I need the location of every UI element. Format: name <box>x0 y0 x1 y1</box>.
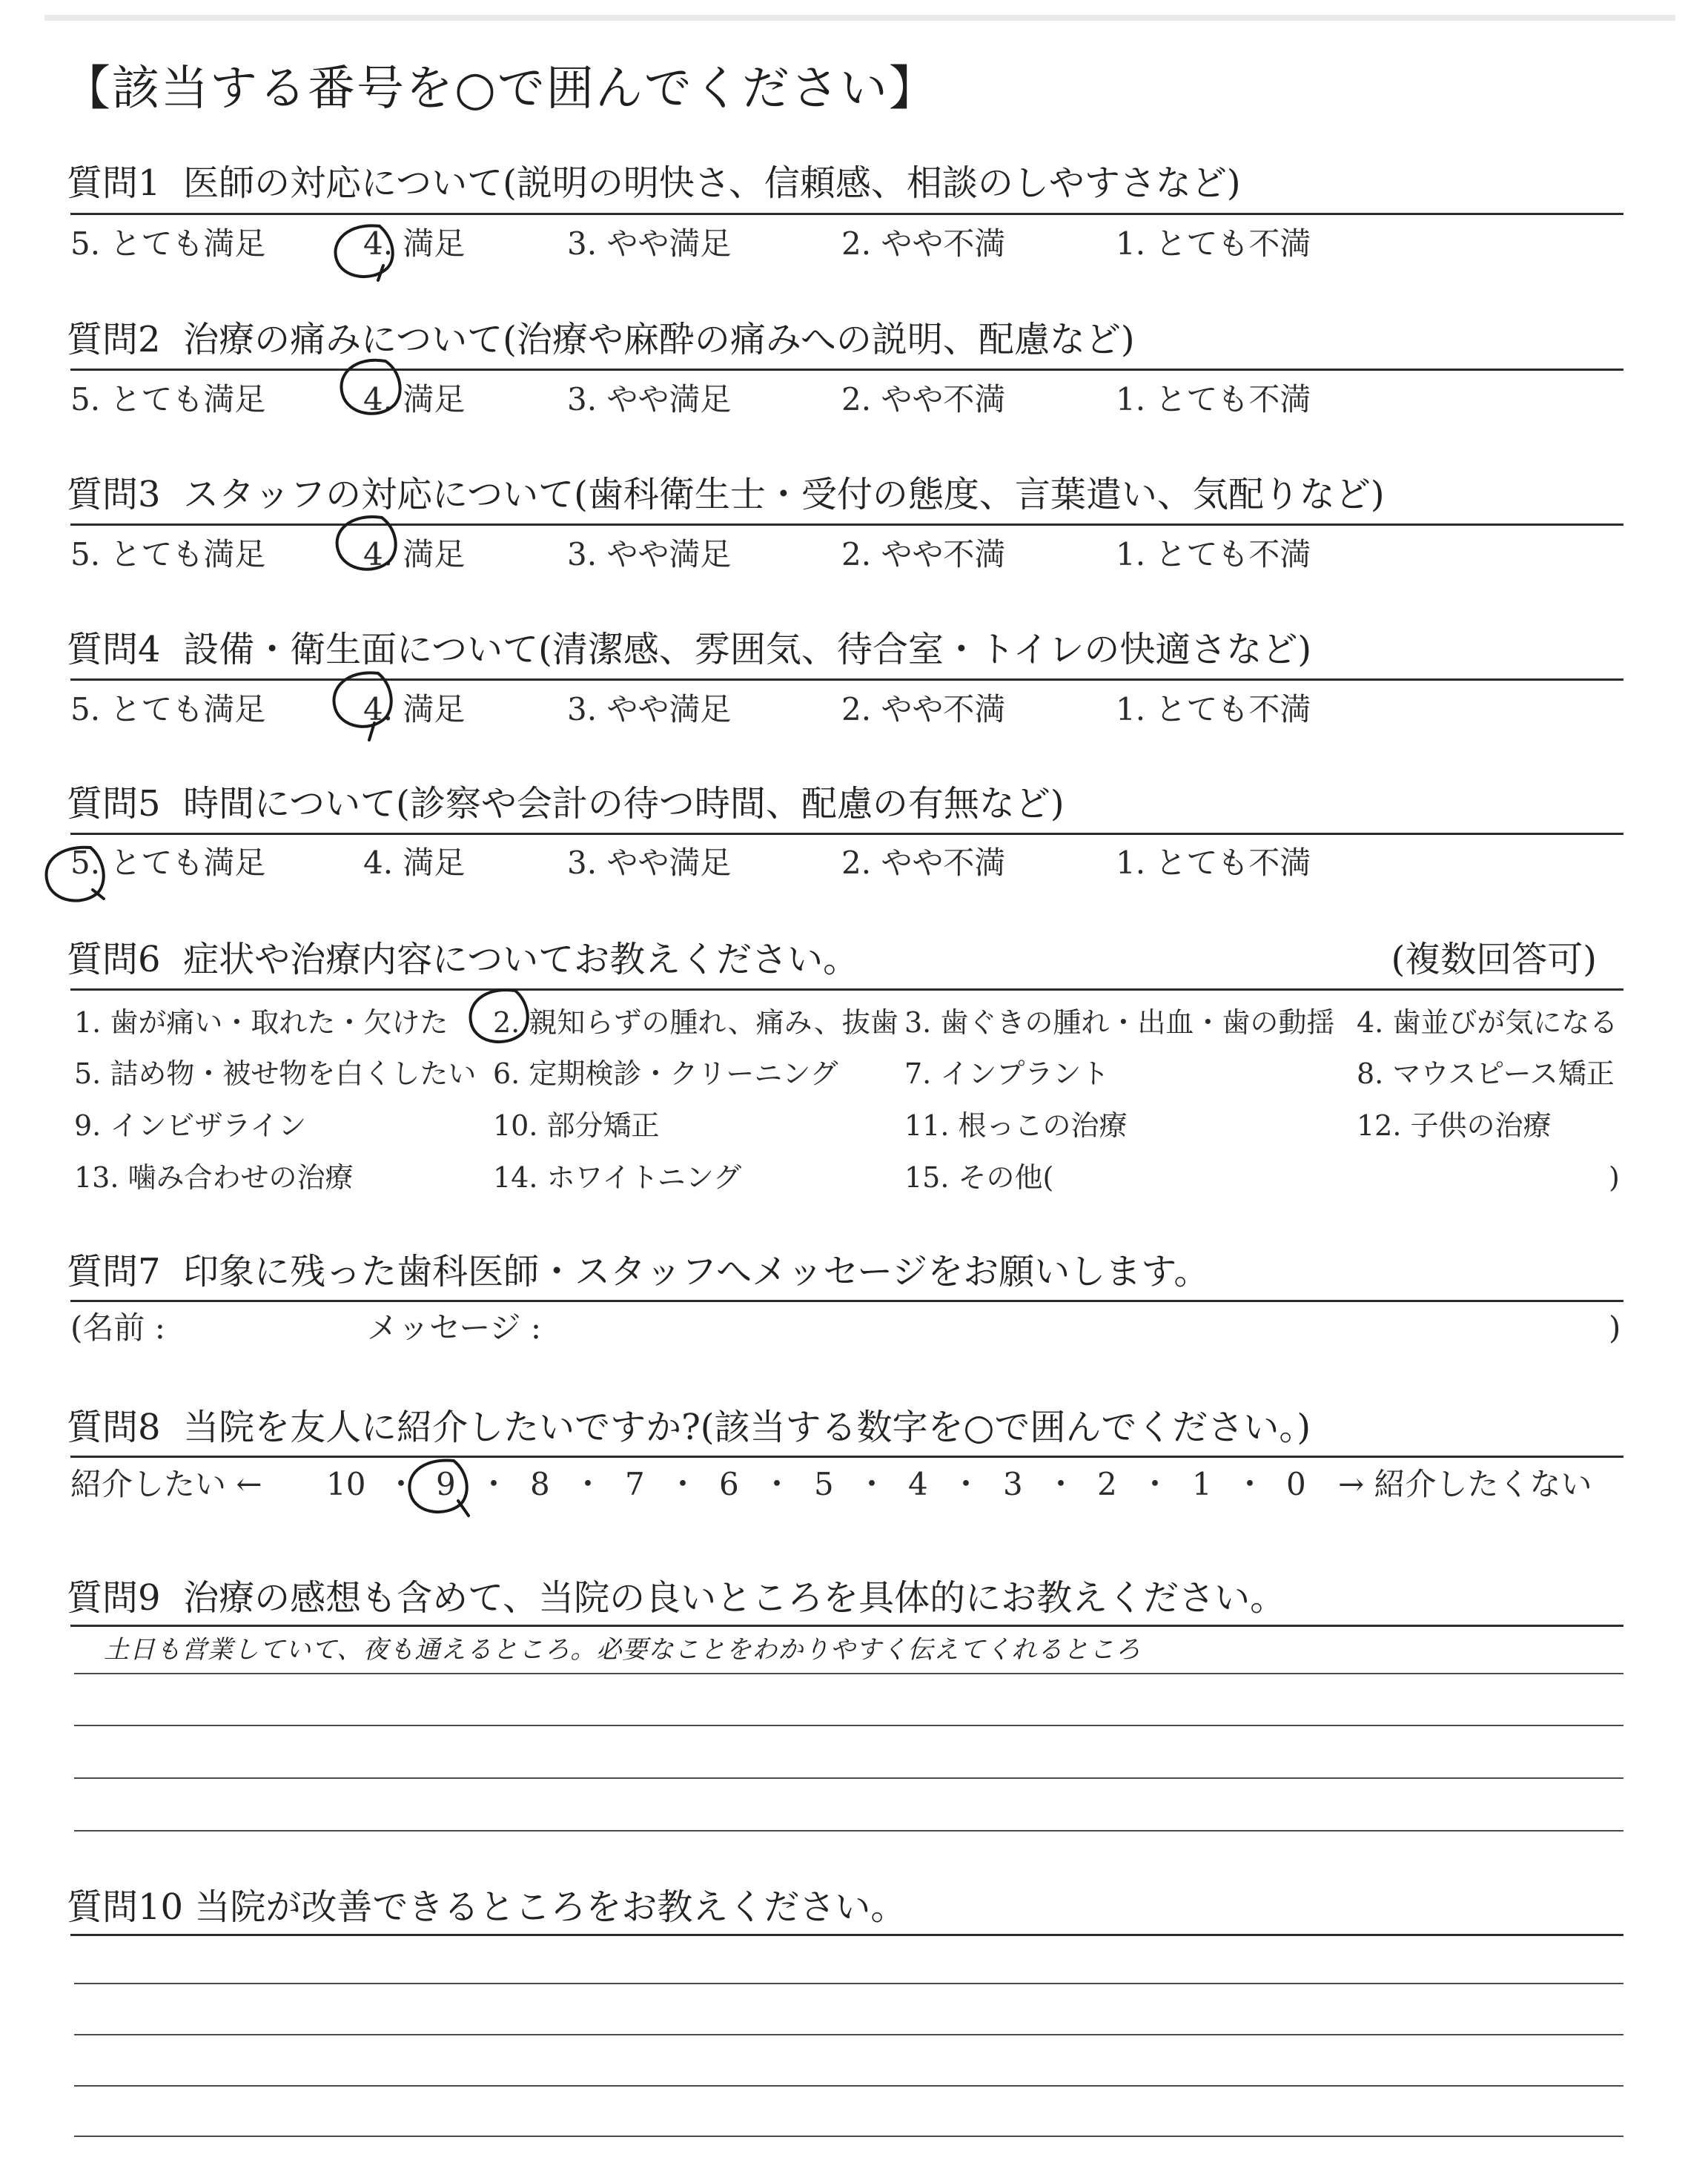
q8-left-label: 紹介したい ← <box>70 1466 262 1502</box>
q7-label: 質問7 <box>67 1251 161 1292</box>
q8-separator: ・ <box>478 1466 510 1502</box>
q5-option-2[interactable]: 2. やや不満 <box>841 845 1006 881</box>
q6-option-2[interactable]: 2. 親知らずの腫れ、痛み、抜歯 <box>493 1006 898 1039</box>
q4-rule <box>70 678 1623 681</box>
q6-option-15-close: ) <box>1609 1161 1620 1194</box>
q8-value-1[interactable]: 1 <box>1192 1466 1212 1502</box>
q4-option-5[interactable]: 5. とても満足 <box>70 691 266 727</box>
q8-right-label: → 紹介したくない <box>1338 1466 1592 1502</box>
answer-line <box>74 1983 1623 1984</box>
q6-option-12[interactable]: 12. 子供の治療 <box>1357 1109 1552 1142</box>
q8-value-8[interactable]: 8 <box>530 1466 550 1502</box>
q8-label: 質問8 <box>67 1407 161 1448</box>
q8-value-3[interactable]: 3 <box>1003 1466 1023 1502</box>
q2-option-4[interactable]: 4. 満足 <box>363 381 466 417</box>
q2-option-5[interactable]: 5. とても満足 <box>70 381 266 417</box>
q9-title <box>67 1576 1285 1620</box>
q5-text: 時間について(診察や会計の待つ時間、配慮の有無など) <box>183 783 1065 825</box>
q8-separator: ・ <box>1139 1466 1171 1502</box>
q10-rule <box>70 1934 1623 1936</box>
q9-label: 質問9 <box>67 1577 161 1619</box>
answer-line <box>74 2136 1623 2137</box>
q8-value-4[interactable]: 4 <box>908 1466 928 1502</box>
q1-option-5[interactable]: 5. とても満足 <box>70 225 266 262</box>
q2-rule <box>70 369 1623 371</box>
answer-line <box>74 1725 1623 1726</box>
q8-text: 当院を友人に紹介したいですか?(該当する数字を○で囲んでください。) <box>183 1407 1311 1448</box>
q6-text: 症状や治療内容についてお教えください。 <box>183 939 859 980</box>
q6-option-13[interactable]: 13. 噛み合わせの治療 <box>74 1161 354 1194</box>
q6-label: 質問6 <box>67 939 161 980</box>
q5-label: 質問5 <box>67 783 161 825</box>
q4-option-2[interactable]: 2. やや不満 <box>841 691 1006 727</box>
q1-label: 質問1 <box>67 162 161 204</box>
q1-text: 医師の対応について(説明の明快さ、信頼感、相談のしやすさなど) <box>183 162 1241 204</box>
q6-option-10[interactable]: 10. 部分矯正 <box>493 1109 660 1142</box>
q8-value-6[interactable]: 6 <box>719 1466 739 1502</box>
q5-title <box>67 782 1065 826</box>
q9-text: 治療の感想も含めて、当院の良いところを具体的にお教えください。 <box>183 1577 1286 1619</box>
q4-label: 質問4 <box>67 629 161 670</box>
q8-rule <box>70 1456 1623 1458</box>
answer-line <box>74 1673 1623 1674</box>
scan-edge <box>44 15 1675 21</box>
q5-option-1[interactable]: 1. とても不満 <box>1116 845 1311 881</box>
q2-title <box>67 317 1135 362</box>
q6-note: (複数回答可) <box>1391 939 1597 980</box>
q4-text: 設備・衛生面について(清潔感、雰囲気、待合室・トイレの快適さなど) <box>183 629 1312 670</box>
q3-text: スタッフの対応について(歯科衛生士・受付の態度、言葉遣い、気配りなど) <box>183 474 1385 515</box>
q8-separator: ・ <box>1234 1466 1266 1502</box>
q5-option-5[interactable]: 5. とても満足 <box>70 845 266 881</box>
q7-title <box>67 1249 1209 1294</box>
q1-option-1[interactable]: 1. とても不満 <box>1116 225 1311 262</box>
q6-option-1[interactable]: 1. 歯が痛い・取れた・欠けた <box>74 1006 448 1039</box>
q8-value-2[interactable]: 2 <box>1097 1466 1117 1502</box>
q8-separator: ・ <box>761 1466 793 1502</box>
q3-option-5[interactable]: 5. とても満足 <box>70 536 266 572</box>
q3-rule <box>70 524 1623 526</box>
q3-option-4[interactable]: 4. 満足 <box>363 536 466 572</box>
q1-option-4[interactable]: 4. 満足 <box>363 225 466 262</box>
q2-text: 治療の痛みについて(治療や麻酔の痛みへの説明、配慮など) <box>183 319 1135 360</box>
q7-close-paren: ) <box>1609 1309 1621 1346</box>
q8-separator: ・ <box>1045 1466 1077 1502</box>
q2-label: 質問2 <box>67 319 161 360</box>
q6-option-3[interactable]: 3. 歯ぐきの腫れ・出血・歯の動揺 <box>904 1006 1335 1039</box>
q3-option-3[interactable]: 3. やや満足 <box>567 536 732 572</box>
q9-rule <box>70 1625 1623 1627</box>
answer-line <box>74 2085 1623 2087</box>
q10-label: 質問10 <box>67 1886 184 1928</box>
q2-option-3[interactable]: 3. やや満足 <box>567 381 732 417</box>
q6-option-4[interactable]: 4. 歯並びが気になる <box>1357 1006 1618 1039</box>
q3-title <box>67 472 1385 517</box>
q5-rule <box>70 833 1623 835</box>
answer-line <box>74 1777 1623 1779</box>
q7-message-label: メッセージ : <box>367 1309 541 1346</box>
q1-option-2[interactable]: 2. やや不満 <box>841 225 1006 262</box>
q2-option-2[interactable]: 2. やや不満 <box>841 381 1006 417</box>
q6-title <box>67 937 858 982</box>
q4-title <box>67 627 1311 672</box>
q8-separator: ・ <box>572 1466 604 1502</box>
page-title: 【該当する番号を○で囲んでください】 <box>63 62 938 116</box>
q8-separator: ・ <box>667 1466 699 1502</box>
q2-option-1[interactable]: 1. とても不満 <box>1116 381 1311 417</box>
q10-text: 当院が改善できるところをお教えください。 <box>194 1886 907 1928</box>
q10-title <box>67 1885 906 1929</box>
q8-separator: ・ <box>950 1466 982 1502</box>
q4-option-1[interactable]: 1. とても不満 <box>1116 691 1311 727</box>
q6-option-15[interactable]: 15. その他( <box>904 1161 1054 1194</box>
q8-separator: ・ <box>385 1466 417 1502</box>
answer-line <box>74 1830 1623 1832</box>
q3-label: 質問3 <box>67 474 161 515</box>
q8-value-0[interactable]: 0 <box>1286 1466 1306 1502</box>
q6-option-7[interactable]: 7. インプラント <box>904 1057 1110 1090</box>
q1-rule <box>70 213 1623 215</box>
q7-rule <box>70 1300 1623 1302</box>
answer-line <box>74 2034 1623 2035</box>
q6-option-14[interactable]: 14. ホワイトニング <box>493 1161 742 1194</box>
q8-value-7[interactable]: 7 <box>625 1466 645 1502</box>
q6-option-11[interactable]: 11. 根っこの治療 <box>904 1109 1128 1142</box>
q5-option-3[interactable]: 3. やや満足 <box>567 845 732 881</box>
q6-option-9[interactable]: 9. インビザライン <box>74 1109 307 1142</box>
q6-rule <box>70 988 1623 991</box>
q5-option-4[interactable]: 4. 満足 <box>363 845 466 881</box>
q7-text: 印象に残った歯科医師・スタッフへメッセージをお願いします。 <box>183 1251 1210 1292</box>
q1-option-3[interactable]: 3. やや満足 <box>567 225 732 262</box>
q6-option-8[interactable]: 8. マウスピース矯正 <box>1357 1057 1615 1090</box>
q4-option-4[interactable]: 4. 満足 <box>363 691 466 727</box>
q8-separator: ・ <box>856 1466 888 1502</box>
q6-option-6[interactable]: 6. 定期検診・クリーニング <box>493 1057 838 1090</box>
q9-answer-handwriting: 土日も営業していて、夜も通えるところ。必要なことをわかりやすく伝えてくれるところ <box>104 1635 1142 1665</box>
q8-title <box>67 1405 1311 1450</box>
q3-option-2[interactable]: 2. やや不満 <box>841 536 1006 572</box>
q8-value-9[interactable]: 9 <box>436 1466 456 1502</box>
q8-value-10[interactable]: 10 <box>326 1466 366 1502</box>
q3-option-1[interactable]: 1. とても不満 <box>1116 536 1311 572</box>
q4-option-3[interactable]: 3. やや満足 <box>567 691 732 727</box>
q1-title <box>67 161 1241 205</box>
q7-name-label: (名前 : <box>70 1309 165 1346</box>
q6-option-5[interactable]: 5. 詰め物・被せ物を白くしたい <box>74 1057 477 1090</box>
q8-value-5[interactable]: 5 <box>814 1466 834 1502</box>
